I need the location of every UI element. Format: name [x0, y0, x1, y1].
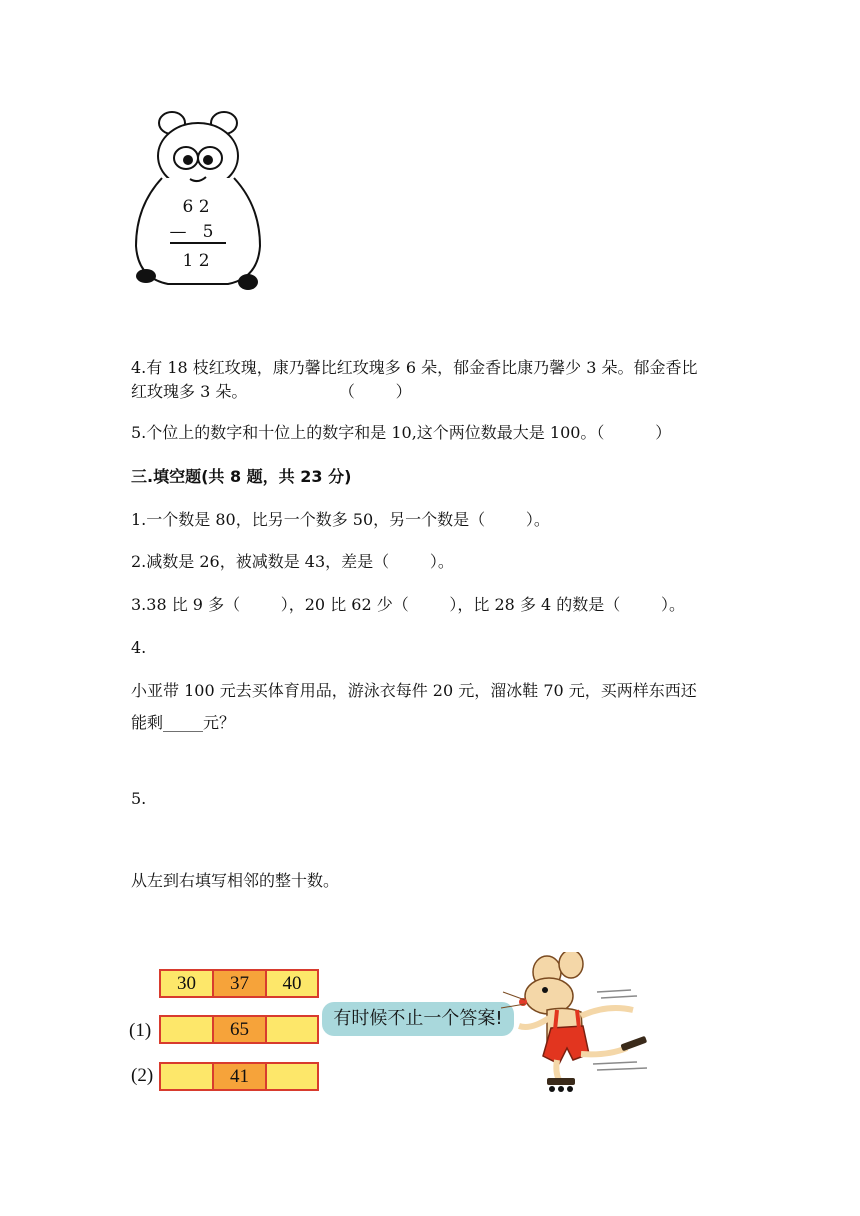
panda-subtrahend: 5 — [202, 222, 214, 242]
judge-q4-line2: 红玫瑰多 3 朵。 （ ） — [131, 382, 412, 401]
box-r1-c2[interactable] — [265, 1015, 319, 1044]
section3-heading: 三.填空题(共 8 题，共 23 分) — [131, 467, 352, 486]
mouse-skater-illustration — [497, 952, 657, 1094]
judge-q5: 5.个位上的数字和十位上的数字和是 10,这个两位数最大是 100。（ ） — [131, 423, 672, 442]
panda-result: 1 2 — [182, 251, 210, 271]
fill-q1: 1.一个数是 80，比另一个数多 50，另一个数是（ ）。 — [131, 510, 550, 529]
box-r2-c1: 41 — [212, 1062, 267, 1091]
box-r0-c1: 37 — [212, 969, 267, 998]
fill-q5-number: 5. — [131, 789, 147, 808]
fill-q3: 3.38 比 9 多（ ），20 比 62 少（ ），比 28 多 4 的数是（ ）。 — [131, 595, 685, 614]
box-r0-c2: 40 — [265, 969, 319, 998]
fill-q5-text: 从左到右填写相邻的整十数。 — [131, 871, 340, 890]
box-r0-c0: 30 — [159, 969, 214, 998]
panda-illustration — [128, 106, 268, 296]
panda-minus-sign: — — [169, 222, 187, 242]
fill-q4-line1: 小亚带 100 元去买体育用品，游泳衣每件 20 元，溜冰鞋 70 元，买两样东西还 — [131, 681, 697, 700]
panda-top-number: 6 2 — [182, 197, 210, 217]
box-r1-c0[interactable] — [159, 1015, 214, 1044]
speech-bubble: 有时候不止一个答案! — [322, 1002, 514, 1036]
box-r2-c2[interactable] — [265, 1062, 319, 1091]
row2-label: (2) — [131, 1065, 154, 1086]
fill-q4-line2: 能剩_____元？ — [131, 713, 236, 732]
fill-q4-number: 4. — [131, 638, 147, 657]
row1-label: (1) — [129, 1020, 152, 1041]
fill-q2: 2.减数是 26，被减数是 43，差是（ ）。 — [131, 552, 454, 571]
judge-q4-line1: 4.有 18 枝红玫瑰，康乃馨比红玫瑰多 6 朵，郁金香比康乃馨少 3 朵。郁金香比 — [131, 358, 698, 377]
box-r1-c1: 65 — [212, 1015, 267, 1044]
box-r2-c0[interactable] — [159, 1062, 214, 1091]
